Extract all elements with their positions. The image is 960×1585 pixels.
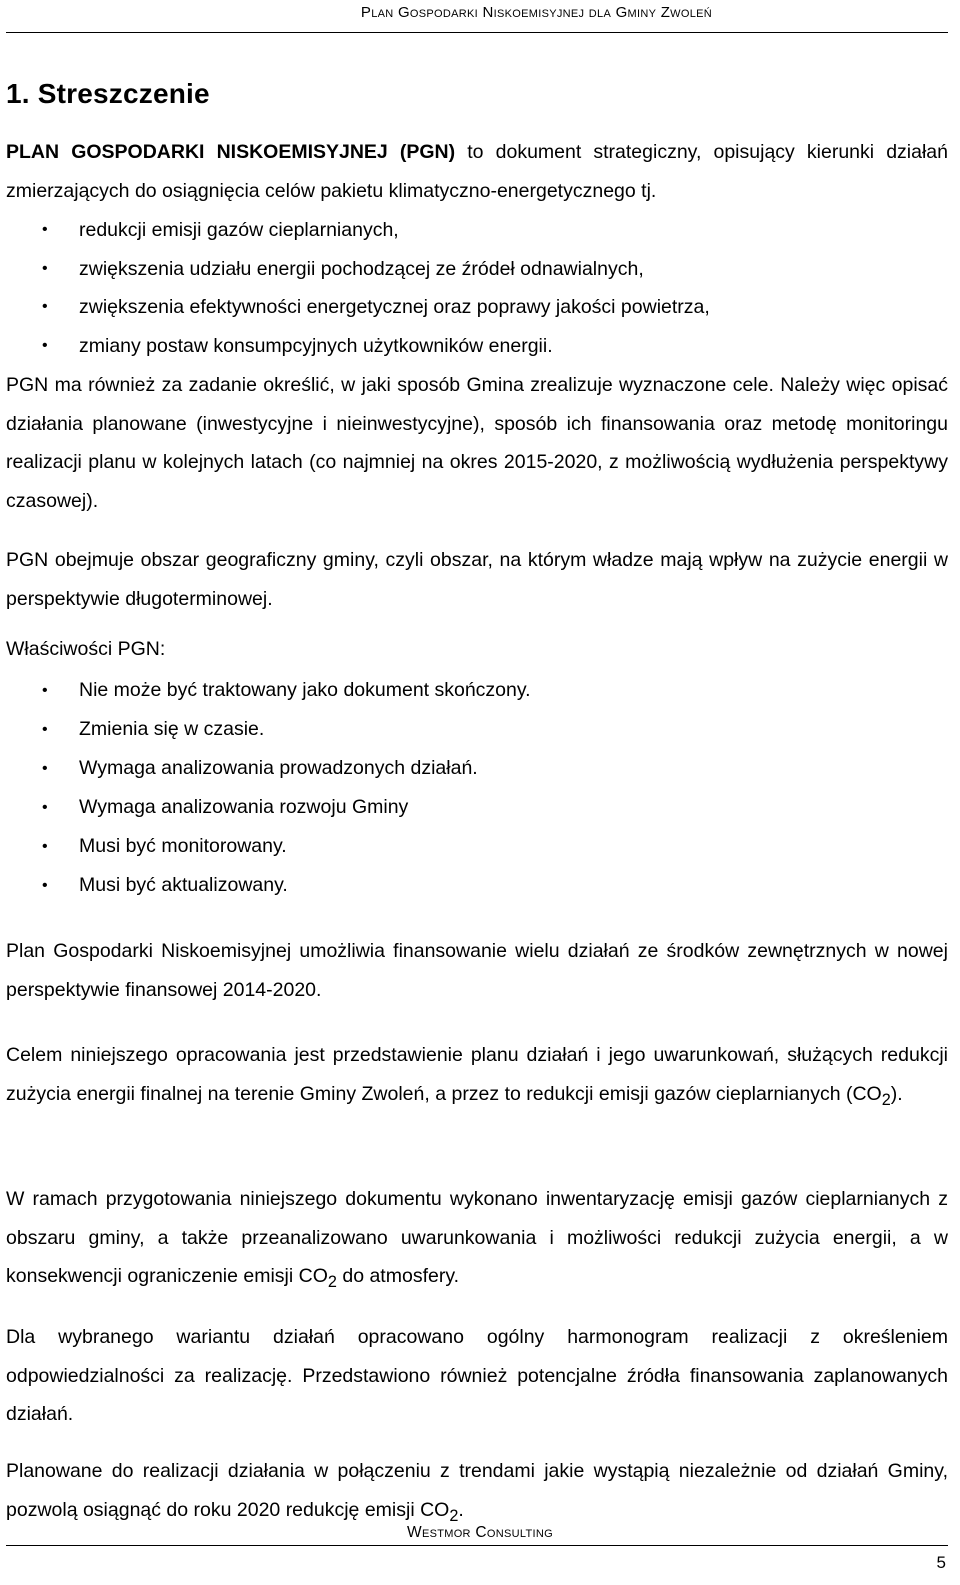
list-item: • Musi być monitorowany.	[6, 827, 948, 866]
properties-list	[6, 671, 948, 905]
list-item: • Nie może być traktowany jako dokument skończony.	[6, 671, 948, 710]
page-number: 5	[936, 1553, 946, 1572]
paragraph-pgn-scope: PGN obejmuje obszar geograficzny gminy, czyli obszar, na którym władze mają wpływ na zużycie energii w perspektywie długoterminowej.	[6, 549, 948, 610]
paragraph-schedule: Dla wybranego wariantu działań opracowano ogólny harmonogram realizacji z określeniem odpowiedzialności za realizację. Przedstawiono również potencjalne źródła finansowania zaplanowanych działań.	[6, 1326, 948, 1425]
paragraph-pgn-tasks: PGN ma również za zadanie określić, w jaki sposób Gmina zrealizuje wyznaczone cele. Należy więc opisać działania planowane (inwestycyjne i nieinwestycyjne), sposób ich finansowania oraz metodę monitoringu realizacji planu w kolejnych latach (co najmniej na okres 2015-2020, z możliwością wydłużenia perspektywy czasowej).	[6, 374, 948, 512]
list-item: • Wymaga analizowania rozwoju Gminy	[6, 788, 948, 827]
paragraph-reduction-text: Planowane do realizacji działania w połączeniu z trendami jakie wystąpią niezależnie od działań Gminy, pozwolą osiągnąć do roku 2020 redukcję emisji CO	[6, 1460, 948, 1521]
paragraph-reduction	[6, 1452, 948, 1535]
paragraph-inventory-text: W ramach przygotowania niniejszego dokumentu wykonano inwentaryzację emisji gazów cieplarnianych z obszaru gminy, a także przeanalizowano uwarunkowania i możliwości redukcji zużycia energii, a w konsekwencji ograniczenie emisji CO	[6, 1188, 948, 1287]
list-item: • zwiększenia udziału energii pochodzącej ze źródeł odnawialnych,	[6, 250, 948, 289]
intro-bold-term: PLAN GOSPODARKI NISKOEMISYJNEJ (PGN)	[6, 141, 456, 163]
paragraph-goal	[6, 1036, 948, 1119]
paragraph-goal-text: Celem niniejszego opracowania jest przedstawienie planu działań i jego uwarunkowań, służących redukcji zużycia energii finalnej na terenie Gminy Zwoleń, a przez to redukcji emisji gazów cieplarnianych (CO	[6, 1044, 948, 1105]
list-item: • zwiększenia efektywności energetycznej oraz poprawy jakości powietrza,	[6, 288, 948, 327]
running-header: Plan Gospodarki Niskoemisyjnej dla Gminy Zwoleń	[360, 4, 712, 21]
list-item: • zmiany postaw konsumpcyjnych użytkowników energii.	[6, 327, 948, 366]
paragraph-goal-end: ).	[890, 1082, 903, 1105]
paragraph-inventory-end: do atmosfery.	[336, 1265, 460, 1287]
goals-list	[6, 211, 948, 365]
properties-label: Właściwości PGN:	[6, 638, 166, 660]
list-item: • redukcji emisji gazów cieplarnianych,	[6, 211, 948, 250]
paragraph-reduction-end: .	[458, 1498, 464, 1521]
intro-text: to dokument strategiczny, opisujący kierunki działań zmierzających do osiągnięcia celów pakietu klimatyczno-energetycznego tj.	[6, 141, 948, 202]
subscript: 2	[327, 1272, 337, 1291]
footer-divider	[6, 1545, 948, 1546]
intro-paragraph	[6, 133, 948, 210]
paragraph-financing: Plan Gospodarki Niskoemisyjnej umożliwia finansowanie wielu działań ze środków zewnętrznych w nowej perspektywie finansowej 2014-2020.	[6, 940, 948, 1001]
header-divider	[6, 32, 948, 33]
list-item: • Wymaga analizowania prowadzonych działań.	[6, 749, 948, 788]
footer-company: Westmor Consulting	[407, 1524, 553, 1541]
subscript: 2	[881, 1090, 891, 1109]
section-heading: 1. Streszczenie	[6, 78, 210, 109]
list-item: • Musi być aktualizowany.	[6, 866, 948, 905]
paragraph-inventory	[6, 1180, 948, 1301]
list-item: • Zmienia się w czasie.	[6, 710, 948, 749]
subscript: 2	[449, 1506, 459, 1525]
